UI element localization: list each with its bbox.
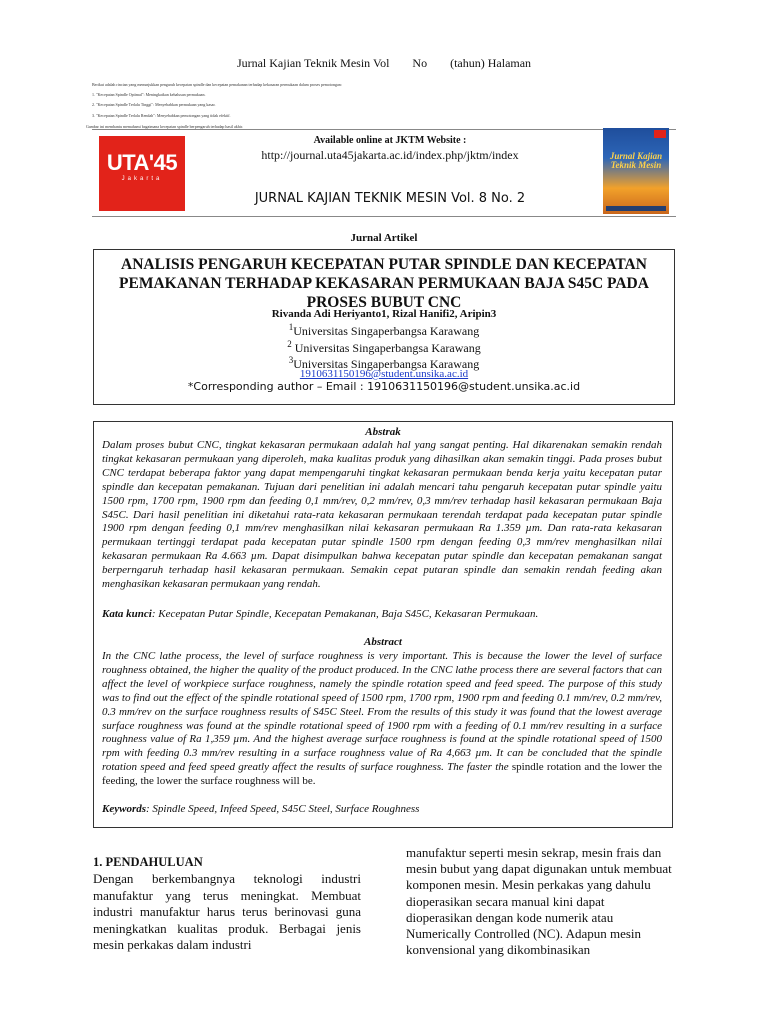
note-line-2: 2. "Kecepatan Spindle Terlalu Tinggi": Menyebabkan permukaan yang kasar. [92, 102, 216, 107]
header-pages: (tahun) Halaman [450, 56, 532, 70]
abstract-heading: Abstract [364, 636, 402, 648]
paper-title: ANALISIS PENGARUH KECEPATAN PUTAR SPINDLE DAN KECEPATAN PEMAKANAN TERHADAP KEKASARAN PERMUKAAN BAJA S45C PADA PROSES BUBUT CNC [119, 256, 649, 311]
cover-badge [654, 130, 666, 138]
cover-title: Jurnal Kajian Teknik Mesin [609, 151, 663, 170]
logo-subtext: Jakarta [121, 176, 163, 182]
available-online: Available online at JKTM Website : [313, 135, 467, 146]
journal-cover-image [603, 128, 669, 214]
masthead-rule-bottom [92, 216, 676, 217]
section-heading-pendahuluan: 1. PENDAHULUAN [93, 855, 203, 869]
journal-url[interactable]: http://journal.uta45jakarta.ac.id/index.php/jktm/index [261, 148, 519, 162]
header-no: No [412, 56, 428, 70]
abstrak-keywords: Kata kunci: Kecepatan Putar Spindle, Kecepatan Pemakanan, Baja S45C, Kekasaran Permukaan. [102, 608, 539, 620]
abstract-keywords: Keywords: Spindle Speed, Infeed Speed, S45C Steel, Surface Roughness [102, 803, 420, 815]
note-line-1: 1. "Kecepatan Spindle Optimal": Meningkatkan kehalusan permukaan. [92, 92, 206, 97]
abstract-text: In the CNC lathe process, the level of surface roughness is very important. This is because the lower the level of surface roughness obtained, the higher the quality of the product produced. In the CNC lathe process there are several factors that can affect the level of workpiece surface roughness, namely the spindle rotation speed and feed speed. The purpose of this study was to find out the effect of the spindle rotational speed of 1500 rpm, 1700 rpm, 1900 rpm and feeding 0.1 mm/rev, 0.2 mm/rev, 0.3 mm/rev on the surface roughness results of S45C Steel. From the results of this study it was found that the lowest average surface roughness was found at the spindle rotational speed of 1900 rpm with a feeding of 0.1 mm/rev resulting in a surface roughness value of Ra 1,359 µm. And the highest average surface roughness is found at the spindle rotational speed of 1500 rpm with feeding 0.3 mm/rev resulting in a surface roughness value of Ra 4,663 µm. It can be concluded that the spindle rotation speed and feed speed greatly affect the results of surface roughness. The faster the spindle rotation and the lower the feeding, the lower the surface roughness will be. [102, 650, 662, 788]
masthead-rule-top [92, 129, 676, 130]
running-header [0, 56, 768, 71]
header-journal: Jurnal Kajian Teknik Mesin Vol [236, 56, 390, 70]
abstrak-heading: Abstrak [365, 426, 401, 438]
university-logo [99, 136, 185, 211]
journal-title: JURNAL KAJIAN TEKNIK MESIN Vol. 8 No. 2 [254, 191, 526, 206]
note-line-3: 3. "Kecepatan Spindle Terlalu Rendah": Menyebabkan pemotongan yang tidak efektif. [92, 113, 231, 118]
abstract-box [93, 421, 673, 828]
author-email-link[interactable]: 1910631150196@student.unsika.ac.id [299, 368, 469, 380]
author-list: Rivanda Adi Heriyanto1, Rizal Hanifi2, Aripin3 [271, 308, 497, 320]
logo-text: UTA'45 [106, 150, 178, 175]
article-type: Jurnal Artikel [350, 232, 418, 244]
body-column-right: manufaktur seperti mesin sekrap, mesin frais dan mesin bubut yang dapat digunakan untuk membuat komponen mesin. Mesin perkakas yang dahulu dioperasikan secara manual kini dapat dioperasikan dengan kode numerik atau Numerically Controlled (NC). Adapun mesin konvensional yang dikombinasikan [406, 845, 672, 958]
note-line-0: Berikut adalah rincian yang menunjukkan pengaruh kecepatan spindle dan kecepatan pemakanan terhadap kekasaran permukaan dalam proses pemotongan: [92, 82, 342, 87]
abstrak-text: Dalam proses bubut CNC, tingkat kekasaran permukaan adalah hal yang sangat penting. Hal dikarenakan semakin rendah tingkat kekasaran permukaan yang diperoleh, maka kualitas produk yang dihasilkan akan semakin tinggi. Pada proses bubut CNC terdapat beberapa faktor yang dapat mempengaruhi tingkat kekasaran permukaan benda kerja yaitu kecepatan putar spindle dan kecepatan pemakanan. Tujuan dari penelitian ini adalah mencari tahu pengaruh kecepatan putar spindle yaitu 1500 rpm, 1700 rpm, 1900 rpm dan feeding 0,1 mm/rev, 0,2 mm/rev, 0,3 mm/rev terhadap hasil kekasaran permukaan Baja S45C. Dari hasil penelitian ini diketahui rata-rata kekasaran permukaan terendah terdapat pada kecepatan putar spindle 1900 rpm dengan feeding 0,1 mm/rev menghasilkan nilai kekasaran permukaan Ra 1.359 µm. Dan rata-rata kekasaran permukaan tertinggi terdapat pada kecepatan putar spindle 1500 rpm dengan feeding 0,3 mm/rev menghasilkan nilai kekasaran permukaan Ra 4.663 µm. Dapat disimpulkan bahwa kecepatan putar spindle dan kecepatan pemakanan sangat berperngaruh terhadap hasil kekasaran permukaan. Semakin cepat putaran spindle dan semakin rendah feeding akan menghasikan kekasaran permukaan yang rendah. [102, 439, 662, 591]
affiliation-1: $^1$Universitas Singaperbangsa Karawang [288, 322, 480, 338]
affiliation-3: $^3$Universitas Singaperbangsa Karawang [288, 355, 480, 371]
note-line-4: Gambar ini membantu memahami bagaimana kecepatan spindle berpengaruh terhadap hasil akhir. [86, 124, 243, 129]
body-column-left: Dengan berkembangnya teknologi industri manufaktur yang terus meningkat. Membuat industri manufaktur harus terus berinovasi guna meningkatkan kualitas produk. Berbagai jenis mesin perkakas dalam industri [93, 871, 361, 952]
cover-footer-bar [606, 206, 666, 211]
title-box [93, 249, 675, 405]
affiliation-2: $^2$ Universitas Singaperbangsa Karawang [287, 339, 481, 355]
corresponding-author: *Corresponding author – Email : 1910631150196@student.unsika.ac.id [187, 380, 581, 393]
